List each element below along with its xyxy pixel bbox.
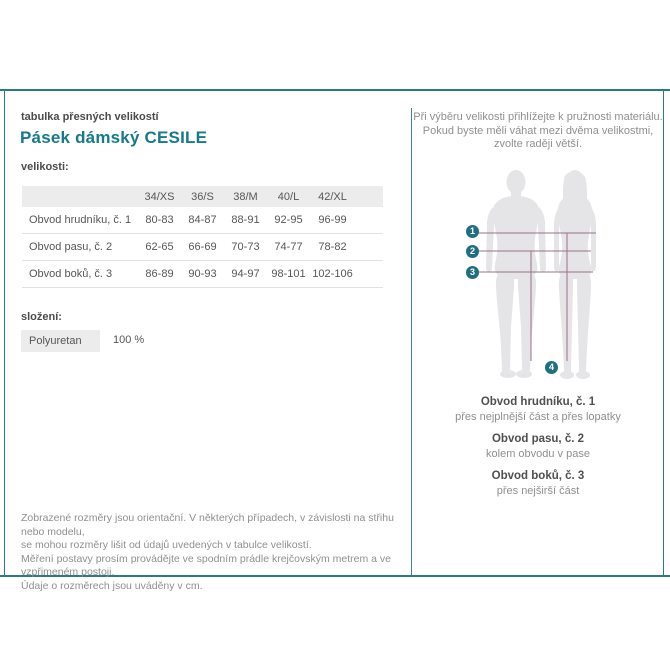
cell: 78-82 <box>318 241 347 253</box>
disclaimer-text <box>21 512 401 593</box>
size-col-header: 36/S <box>191 190 214 203</box>
measure-title: Obvod pasu, č. 2 <box>491 433 585 445</box>
cell: 90-93 <box>188 268 217 280</box>
advice-line: Pokud byste měli váhat mezi dvěma velikostmi, <box>422 124 654 137</box>
measure-desc: kolem obvodu v pase <box>486 448 590 460</box>
measure-desc: přes nejširší část <box>496 485 580 497</box>
cell: 62-65 <box>145 241 174 253</box>
size-advice-text <box>412 111 664 152</box>
advice-line: zvolte raději větší. <box>493 138 583 150</box>
cell: 84-87 <box>188 214 217 226</box>
cell: 70-73 <box>231 241 260 253</box>
composition-section-label: složení: <box>21 311 62 323</box>
top-border-rule <box>0 89 670 91</box>
cell: 74-77 <box>274 241 303 253</box>
disclaimer-line: Údaje o rozměrech jsou uváděny v cm. <box>21 579 203 592</box>
size-col-header: 34/XS <box>144 190 175 203</box>
table-row <box>22 234 383 261</box>
measure-desc: přes nejplnější část a přes lopatky <box>455 411 621 423</box>
row-label: Obvod pasu, č. 2 <box>29 241 113 253</box>
left-border <box>4 91 5 575</box>
cell: 88-91 <box>231 214 260 226</box>
right-border <box>663 91 664 575</box>
measure-title: Obvod hrudníku, č. 1 <box>480 396 596 408</box>
table-row <box>22 261 383 288</box>
front-figure-silhouette <box>486 170 546 378</box>
cell: 92-95 <box>274 214 303 226</box>
measure-marker-3: 3 <box>466 266 479 279</box>
size-col-header: 38/M <box>233 190 258 203</box>
eyebrow-label: tabulka přesných velikostí <box>21 111 159 123</box>
size-table-header-row <box>22 186 383 207</box>
page-title: Pásek dámský CESILE <box>20 128 208 147</box>
disclaimer-line: se mohou rozměry lišit od údajů uvedených v tabulce velikostí. <box>21 539 312 551</box>
measure-legend <box>412 386 664 497</box>
material-percent: 100 % <box>113 334 145 346</box>
size-table-wrap <box>22 186 383 288</box>
measure-title: Obvod boků, č. 3 <box>491 470 585 482</box>
cell: 80-83 <box>145 214 174 226</box>
size-table <box>22 186 383 288</box>
cell: 102-106 <box>312 268 353 280</box>
cell: 86-89 <box>145 268 174 280</box>
disclaimer-line: Měření postavy prosím provádějte ve spodním prádle krejčovským metrem a ve vzpřimeném postoji. <box>21 552 391 578</box>
cell: 98-101 <box>271 268 306 280</box>
size-col-header: 42/XL <box>318 190 347 203</box>
size-col-empty <box>22 186 138 207</box>
table-row <box>22 207 383 234</box>
cell: 94-97 <box>231 268 260 280</box>
side-figure-silhouette <box>554 170 596 379</box>
cell: 96-99 <box>318 214 347 226</box>
measure-marker-4: 4 <box>545 361 558 374</box>
column-divider <box>411 108 412 575</box>
measure-marker-2: 2 <box>466 245 479 258</box>
material-chip: Polyuretan <box>21 330 100 352</box>
size-col-spacer <box>355 186 383 207</box>
cell: 66-69 <box>188 241 217 253</box>
advice-line: Při výběru velikosti přihlížejte k pružnosti materiálu. <box>413 111 663 123</box>
size-col-header: 40/L <box>277 190 300 203</box>
disclaimer-line: Zobrazené rozměry jsou orientační. V některých případech, v závislosti na střihu nebo modelu, <box>21 512 394 538</box>
row-label: Obvod boků, č. 3 <box>29 268 113 280</box>
sizes-section-label: velikosti: <box>21 161 69 173</box>
row-label: Obvod hrudníku, č. 1 <box>29 214 132 226</box>
measure-marker-1: 1 <box>466 225 479 238</box>
